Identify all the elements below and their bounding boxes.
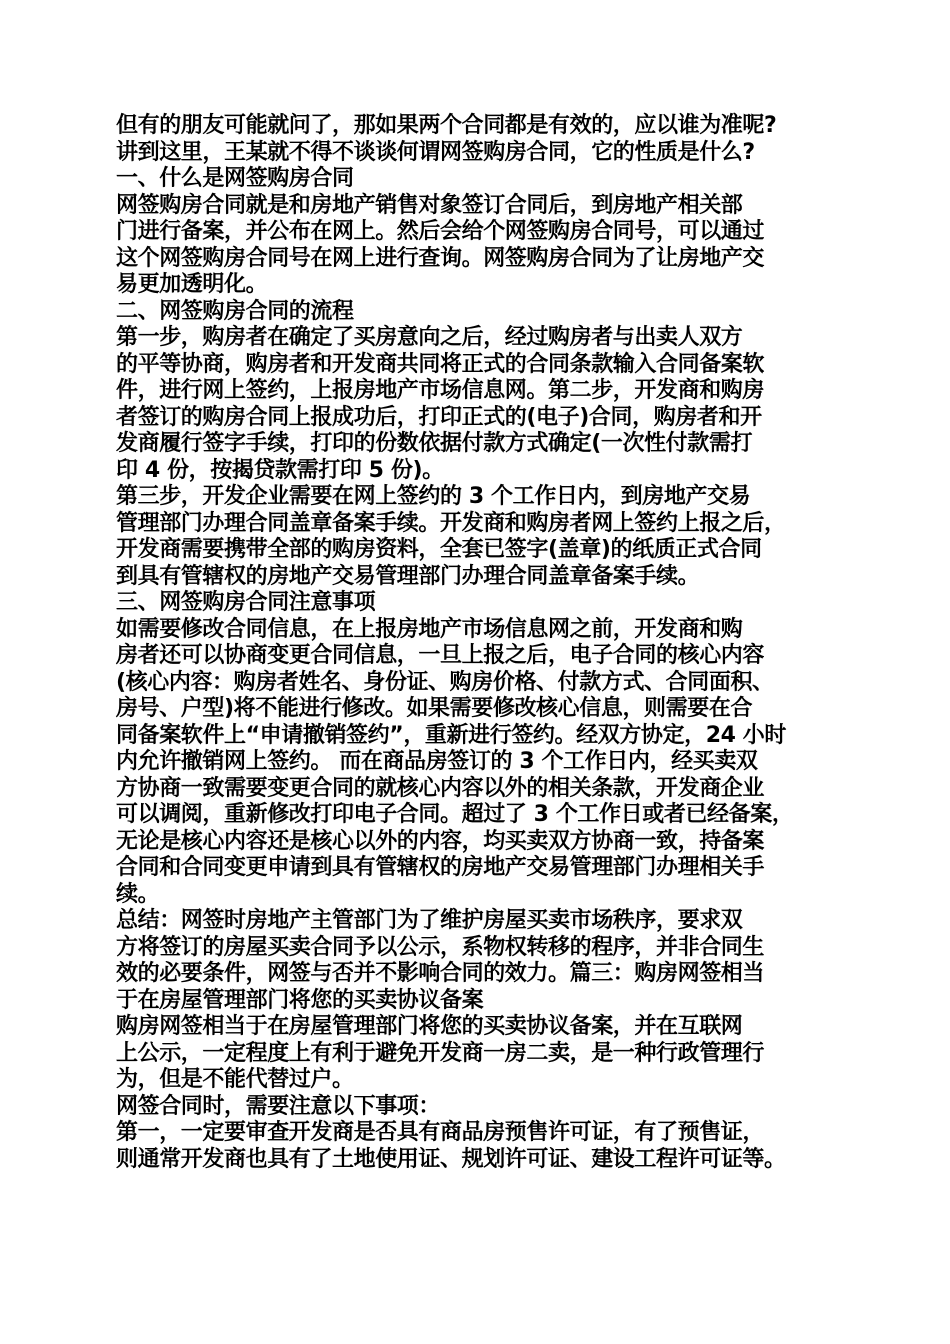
text-line: 无论是核心内容还是核心以外的内容，均买卖双方协商一致，持备案 xyxy=(116,828,765,854)
section-heading: 三、网签购房合同注意事项 xyxy=(116,590,376,615)
text-line: 第一，一定要审查开发商是否具有商品房预售许可证，有了预售证， xyxy=(116,1120,765,1145)
text-line: 第一步，购房者在确定了买房意向之后，经过购房者与出卖人双方 xyxy=(116,325,743,350)
text-line: 内允许撤销网上签约。 而在商品房签订的 3 个工作日内，经买卖双 xyxy=(116,749,758,774)
text-line: 方协商一致需要变更合同的就核心内容以外的相关条款，开发商企业 xyxy=(116,775,765,801)
text-line: 续。 xyxy=(116,881,160,907)
text-line: 这个网签购房合同号在网上进行查询。网签购房合同为了让房地产交 xyxy=(116,245,765,271)
section-heading: 二、网签购房合同的流程 xyxy=(116,298,354,324)
text-line: 合同和合同变更申请到具有管辖权的房地产交易管理部门办理相关手 xyxy=(116,855,765,880)
text-line: (核心内容：购房者姓名、身份证、购房价格、付款方式、合同面积、 xyxy=(116,669,774,695)
text-line: 购房网签相当于在房屋管理部门将您的买卖协议备案，并在互联网 xyxy=(116,1014,743,1039)
text-line: 到具有管辖权的房地产交易管理部门办理合同盖章备案手续。 xyxy=(116,563,700,589)
text-line: 总结：网签时房地产主管部门为了维护房屋买卖市场秩序，要求双 xyxy=(116,908,743,933)
text-line: 易更加透明化。 xyxy=(116,272,268,297)
section-heading: 一、什么是网签购房合同 xyxy=(116,166,354,191)
text-line: 方将签订的房屋买卖合同予以公示，系物权转移的程序，并非合同生 xyxy=(116,934,765,960)
text-line: 的平等协商，购房者和开发商共同将正式的合同条款输入合同备案软 xyxy=(116,351,765,377)
text-line: 件，进行网上签约，上报房地产市场信息网。第二步，开发商和购房 xyxy=(116,378,765,403)
text-line: 网签合同时，需要注意以下事项： xyxy=(116,1093,441,1119)
text-line: 开发商需要携带全部的购房资料，全套已签字(盖章)的纸质正式合同 xyxy=(116,537,762,562)
text-line: 但有的朋友可能就问了，那如果两个合同都是有效的，应以谁为准呢? xyxy=(116,113,777,138)
text-line: 门进行备案，并公布在网上。然后会给个网签购房合同号，可以通过 xyxy=(116,219,765,244)
text-line: 第三步，开发企业需要在网上签约的 3 个工作日内，到房地产交易 xyxy=(116,484,751,509)
text-line: 为，但是不能代替过户。 xyxy=(116,1067,354,1092)
text-line: 效的必要条件，网签与否并不影响合同的效力。篇三：购房网签相当 xyxy=(116,961,765,986)
text-line: 于在房屋管理部门将您的买卖协议备案 xyxy=(116,987,484,1013)
text-line: 同备案软件上“申请撤销签约”，重新进行签约。经双方协定，24 小时 xyxy=(116,722,786,748)
text-line: 房者还可以协商变更合同信息，一旦上报之后，电子合同的核心内容 xyxy=(116,643,765,668)
text-line: 者签订的购房合同上报成功后，打印正式的(电子)合同，购房者和开 xyxy=(116,404,762,430)
text-line: 上公示，一定程度上有利于避免开发商一房二卖，是一种行政管理行 xyxy=(116,1040,765,1066)
text-line: 管理部门办理合同盖章备案手续。开发商和购房者网上签约上报之后， xyxy=(116,510,786,536)
document-body xyxy=(116,113,846,1173)
text-line: 房号、户型)将不能进行修改。如果需要修改核心信息，则需要在合 xyxy=(116,696,753,721)
text-line: 印 4 份，按揭贷款需打印 5 份)。 xyxy=(116,457,444,483)
text-line: 发商履行签字手续，打印的份数依据付款方式确定(一次性付款需打 xyxy=(116,431,753,456)
text-line: 讲到这里，王某就不得不谈谈何谓网签购房合同，它的性质是什么? xyxy=(116,139,755,165)
text-line: 则通常开发商也具有了土地使用证、规划许可证、建设工程许可证等。 xyxy=(116,1146,786,1172)
text-line: 网签购房合同就是和房地产销售对象签订合同后，到房地产相关部 xyxy=(116,192,743,218)
text-line: 如需要修改合同信息，在上报房地产市场信息网之前，开发商和购 xyxy=(116,616,743,642)
text-line: 可以调阅，重新修改打印电子合同。超过了 3 个工作日或者已经备案， xyxy=(116,802,794,827)
